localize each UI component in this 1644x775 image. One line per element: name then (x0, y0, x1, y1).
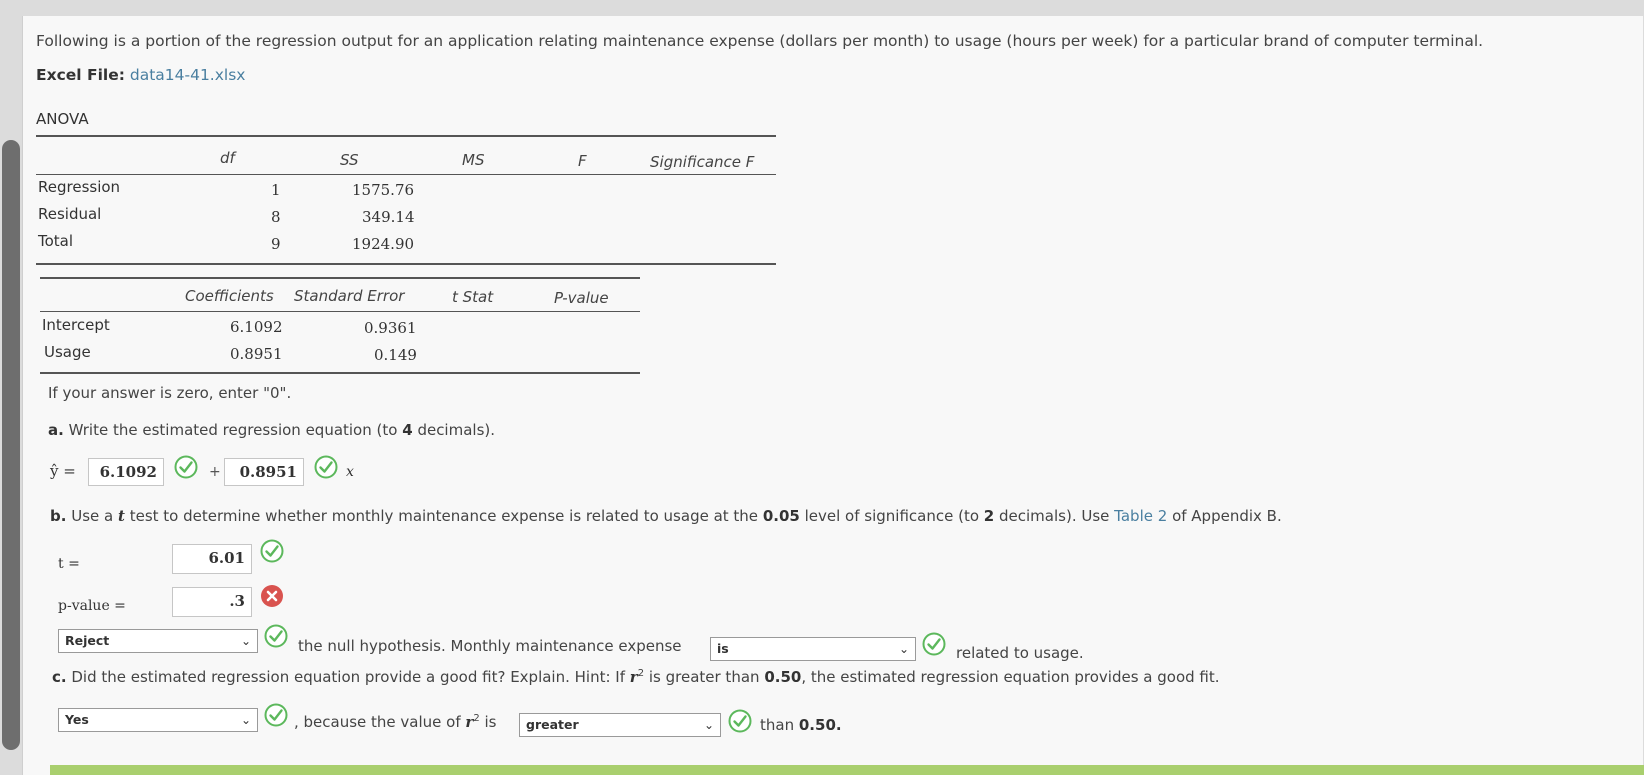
coef-row-value: 6.1092 (230, 318, 283, 336)
because-text (294, 713, 496, 731)
zero-note: If your answer is zero, enter "0". (48, 384, 292, 402)
coef-header-pvalue: P-value (554, 289, 609, 307)
chevron-down-icon: ⌄ (898, 642, 909, 656)
anova-header-rule (36, 174, 776, 175)
anova-row-df: 1 (271, 181, 281, 199)
anova-header-f: F (578, 152, 587, 170)
anova-row-label: Regression (38, 178, 121, 196)
p-value-label: p-value = (58, 598, 126, 614)
anova-row-label: Total (38, 232, 74, 250)
part-b-text3: level of significance (to (804, 507, 980, 525)
because-r: r (465, 713, 474, 731)
part-c-letter: c. (52, 668, 67, 686)
because-is: is (484, 713, 497, 731)
part-b-decimals: 2 (983, 507, 995, 525)
coef-top-rule (40, 277, 640, 279)
anova-row-df: 9 (271, 235, 281, 253)
is-dropdown-value: is (717, 641, 729, 656)
part-c-text3: , the estimated regression equation provides a good fit. (801, 668, 1220, 686)
anova-header-sigf: Significance F (650, 153, 755, 171)
anova-top-rule (36, 135, 776, 137)
table-2-link[interactable]: Table 2 (1114, 507, 1168, 525)
excel-file-line (36, 66, 245, 84)
anova-row-df: 8 (271, 208, 281, 226)
reject-dropdown[interactable] (58, 629, 258, 653)
coef-row-se: 0.9361 (364, 319, 417, 337)
x-variable: x (346, 464, 354, 480)
excel-file-link[interactable]: data14-41.xlsx (129, 66, 246, 84)
than-text (760, 716, 842, 734)
part-b-text5: of Appendix B. (1172, 507, 1282, 525)
anova-row-ss: 1575.76 (352, 181, 415, 199)
correct-check-icon (174, 455, 198, 479)
coef-header-stderr: Standard Error (294, 287, 405, 305)
because-label: , because the value of (294, 713, 461, 731)
chevron-down-icon: ⌄ (703, 718, 714, 732)
scrollbar-thumb[interactable] (2, 140, 20, 750)
t-label: t = (58, 556, 80, 572)
anova-header-df: df (220, 149, 235, 167)
part-b-level: 0.05 (762, 507, 800, 525)
intro-text: Following is a portion of the regression output for an application relating maintenance expense (dollars per month) to usage (hours per week) for a particular brand of computer terminal. (36, 32, 1484, 50)
anova-row-label: Residual (38, 205, 102, 223)
part-b-prompt (50, 507, 1282, 525)
part-b-text2: test to determine whether monthly maintenance expense is related to usage at the (129, 507, 759, 525)
part-a-text: Write the estimated regression equation (to (68, 421, 398, 439)
intercept-answer-input[interactable]: 6.1092 (88, 458, 164, 486)
part-c-text: Did the estimated regression equation provide a good fit? Explain. Hint: If (71, 668, 626, 686)
part-a-letter: a. (48, 421, 64, 439)
part-c-text2: is greater than (648, 668, 760, 686)
plus-sign: + (209, 464, 221, 480)
null-hypothesis-text: the null hypothesis. Monthly maintenance expense (298, 637, 682, 655)
coef-row-label: Usage (44, 343, 91, 361)
part-c-threshold: 0.50 (764, 668, 802, 686)
part-a-prompt (48, 421, 495, 439)
anova-bottom-rule (36, 263, 776, 265)
chevron-down-icon: ⌄ (240, 634, 251, 648)
p-value-answer-input[interactable]: .3 (172, 587, 252, 617)
than-value: 0.50. (798, 716, 842, 734)
good-fit-dropdown[interactable] (58, 708, 258, 732)
part-c-sup: 2 (637, 668, 645, 679)
greater-dropdown-value: greater (526, 717, 579, 732)
t-answer-input[interactable]: 6.01 (172, 544, 252, 574)
coef-header-rule (40, 311, 640, 312)
anova-row-ss: 1924.90 (352, 235, 415, 253)
than-label: than (760, 716, 795, 734)
anova-row-ss: 349.14 (362, 208, 415, 226)
coef-row-value: 0.8951 (230, 345, 283, 363)
correct-check-icon (922, 632, 946, 656)
coef-header-tstat: t Stat (452, 288, 494, 306)
part-b-text1: Use a (71, 507, 114, 525)
anova-header-ss: SS (340, 151, 359, 169)
good-fit-dropdown-value: Yes (65, 712, 89, 727)
anova-header-ms: MS (462, 151, 485, 169)
correct-check-icon (264, 624, 288, 648)
correct-check-icon (260, 539, 284, 563)
part-b-t-symbol: t (117, 507, 125, 525)
because-sup: 2 (473, 713, 480, 724)
incorrect-x-icon (260, 584, 284, 608)
coef-row-label: Intercept (42, 316, 110, 334)
part-a-text-end: decimals). (417, 421, 496, 439)
greater-dropdown[interactable] (519, 713, 721, 737)
chevron-down-icon: ⌄ (240, 713, 251, 727)
part-c-r: r (629, 668, 638, 686)
related-text: related to usage. (956, 644, 1084, 662)
part-b-text4: decimals). Use (999, 507, 1110, 525)
correct-check-icon (314, 455, 338, 479)
excel-file-label: Excel File: (36, 66, 125, 84)
coef-row-se: 0.149 (374, 346, 417, 364)
bottom-accent-bar (50, 765, 1644, 775)
coef-header-coefficients: Coefficients (185, 287, 274, 305)
correct-check-icon (728, 709, 752, 733)
correct-check-icon (264, 703, 288, 727)
coef-bottom-rule (40, 372, 640, 374)
reject-dropdown-value: Reject (65, 633, 110, 648)
is-dropdown[interactable] (710, 637, 916, 661)
slope-answer-input[interactable]: 0.8951 (224, 458, 304, 486)
part-b-letter: b. (50, 507, 67, 525)
anova-title: ANOVA (36, 110, 89, 128)
part-c-prompt (52, 668, 1220, 686)
yhat-label: ŷ = (50, 462, 76, 480)
part-a-decimals: 4 (402, 421, 413, 439)
